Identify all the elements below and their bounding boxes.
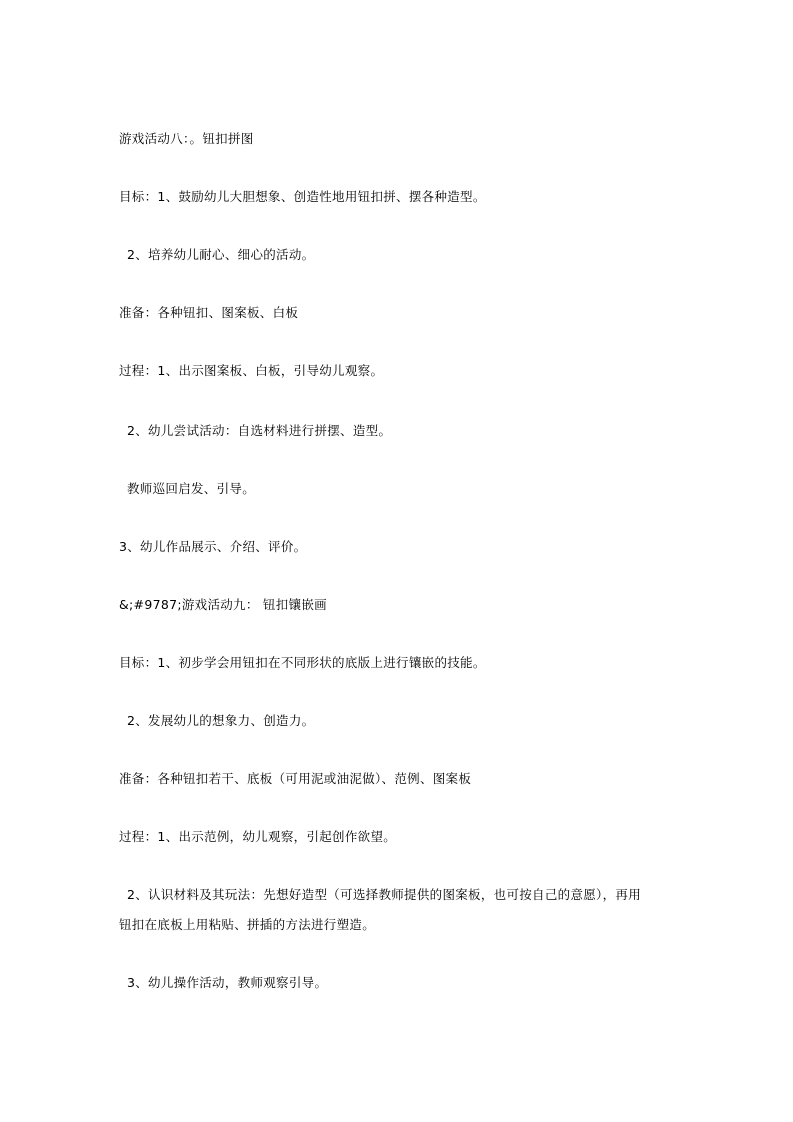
preparation-nine-line: 准备：各种钮扣若干、底板（可用泥或油泥做）、范例、图案板 <box>119 771 472 786</box>
process-note: 教师巡回启发、引导。 <box>127 481 256 496</box>
game-eight-title: 游戏活动八：。钮扣拼图 <box>119 131 254 146</box>
process-nine-line-2: 2、认识材料及其玩法：先想好造型（可选择教师提供的图案板，也可按自己的意愿），再用 <box>127 887 642 902</box>
process-nine-line-2-cont: 钮扣在底板上用粘贴、拼插的方法进行塑造。 <box>119 917 376 932</box>
process-line-1: 过程：1、出示图案板、白板，引导幼儿观察。 <box>119 363 384 378</box>
game-nine-title: &;#9787;游戏活动九： 钮扣镶嵌画 <box>119 597 327 612</box>
goal-nine-line-1: 目标：1、初步学会用钮扣在不同形状的底版上进行镶嵌的技能。 <box>119 655 486 670</box>
goal-line-2: 2、培养幼儿耐心、细心的活动。 <box>127 247 315 262</box>
process-line-2: 2、幼儿尝试活动：自选材料进行拼摆、造型。 <box>127 423 392 438</box>
preparation-line: 准备：各种钮扣、图案板、白板 <box>119 305 299 320</box>
process-nine-line-3: 3、幼儿操作活动，教师观察引导。 <box>127 975 328 990</box>
process-nine-line-1: 过程：1、出示范例，幼儿观察，引起创作欲望。 <box>119 829 397 844</box>
goal-line-1: 目标：1、鼓励幼儿大胆想象、创造性地用钮扣拼、摆各种造型。 <box>119 189 486 204</box>
goal-nine-line-2: 2、发展幼儿的想象力、创造力。 <box>127 713 315 728</box>
process-line-3: 3、幼儿作品展示、介绍、评价。 <box>119 539 307 554</box>
